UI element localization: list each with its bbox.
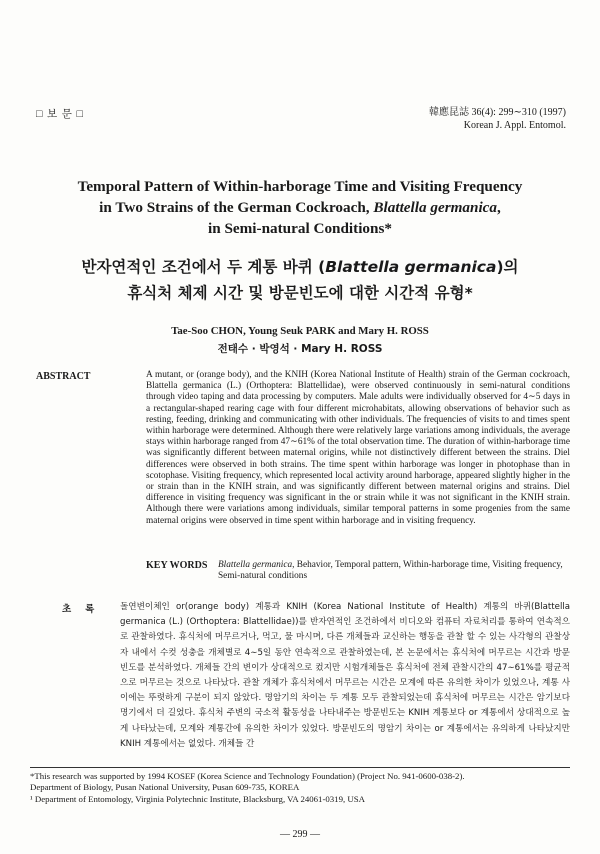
authors-korean: 전태수 · 박영석 · Mary H. ROSS (217, 343, 383, 355)
ktitle-line-1 (30, 254, 570, 280)
ktitle-line-1-text: 반자연적인 조건에서 두 계통 바퀴 ( (81, 258, 326, 276)
journal-citation-korean: 韓應昆誌 36(4): 299∼310 (1997) (429, 107, 566, 118)
ktitle-line-1-suffix: )의 (496, 258, 519, 276)
title-line-3: in Semi-natural Conditions* (208, 220, 392, 237)
title-line-2-suffix: , (497, 199, 501, 216)
keywords-list: , Behavior, Temporal pattern, Within-harborage time, Visiting frequency, Semi-natural conditions (218, 560, 563, 582)
title-line-1: Temporal Pattern of Within-harborage Time and Visiting Frequency (77, 178, 523, 195)
journal-citation-english: Korean J. Appl. Entomol. (463, 120, 566, 131)
journal-citation (429, 106, 566, 132)
title-line-2-text: in Two Strains of the German Cockroach, (99, 199, 374, 216)
korean-abstract-label: 초록 (62, 604, 109, 615)
section-label: □ 보 문 □ (36, 109, 84, 120)
korean-abstract-text: 돌연변이체인 or(orange body) 계통과 KNIH (Korea National Institute of Health) 계통의 바퀴(Blattella germanica (L.) (Orthoptera: Blattellidae))를 반자연적인 조건하에서 비디오와 컴퓨터 자료처리를 통하여 연속적으로 관찰하였다. 휴식처에 머무르거나, 먹고, 물 마시며, 다른 개체들과 교신하는 행동을 관찰 할 수 있는 사각형의 관찰상자 내에서 수컷 성충을 개체별로 4∼5일 동안 연속적으로 관찰하였는데, 본 논문에서는 휴식처에 머무르는 시간과 방문 빈도를 분석하였다. 개체들 간의 변이가 상대적으로 컸지만 시험개체들은 휴식처에 전체 관찰시간의 47∼61%를 평균적으로 머무르는 것으로 나타났다. 관찰 개체가 휴식처에서 머무르는 시간은 모계에 따른 유의한 차이가 있었으나, 계통 사이에는 뚜렷하게 구분이 되지 않았다. 명암기의 차이는 두 계통 모두 관찰되었는데 휴식처에 머무르는 시간은 암기보다 명기에서 더 길었다. 휴식처 주변의 국소적 활동성을 나타내주는 방문빈도는 KNIH 계통보다 or 계통에서 상대적으로 높게 나타났는데, 모계와 계통간에 유의한 차이가 있었다. 방문빈도의 명암기 차이는 or 계통에서는 유의하게 나타났지만 KNIH 계통에서는 없었다. 개체들 간 (120, 602, 570, 749)
authors-english: Tae-Soo CHON, Young Seuk PARK and Mary H. ROSS (171, 325, 429, 337)
footnote-affiliation-2: ¹ Department of Entomology, Virginia Polytechnic Institute, Blacksburg, VA 24061-0319, USA (30, 793, 365, 804)
title-line-2 (30, 197, 570, 218)
abstract-text: A mutant, or (orange body), and the KNIH (Korea National Institute of Health) strain of the German cockroach, Blattella germanica (L.) (Orthoptera: Blattellidae), were observed continuously in semi-natural conditions through video taping and data processing by computers. Male adults were individually observed for 4∼5 days in a rectangular-shaped rearing cage with four different microhabitats, allowing observations of behavior such as resting, feeding, drinking and communicating with other individuals. The frequencies of visits to and times spent within harborage were determined. Although there were relatively large variations among individuals, the average stays within harborage ranged from 47∼61% of the total observation time. The duration of within-harborage time was significantly different between maternal origins, while not distinctively different between the strains. Diel differences were observed in both strains. The time spent within harborage was longer in photophase than in scotophase. Visiting frequency, which represented local activity around harborage, appeared slightly higher in the or strain than in the KNIH strain, and was significantly different between maternal origins and strains. Diel difference in visiting frequency was significant in the or strain while it was not significant in the KNIH strain. Although there were variations among individuals, similar temporal patterns in some progenies from the same maternal origins were observed in time spent within harborage and in visiting frequency. (146, 370, 570, 526)
keyword-species: Blattella germanica (218, 560, 293, 570)
title-species-name: Blattella germanica (373, 199, 498, 216)
paper-title-english (30, 176, 570, 239)
keywords-text (218, 560, 570, 582)
ktitle-species-name: Blattella germanica (325, 258, 497, 276)
footnote-funding: *This research was supported by 1994 KOSEF (Korea Science and Technology Foundation) (Project No. 941-0600-038-2). (30, 771, 465, 781)
footnotes (30, 771, 570, 805)
ktitle-line-2: 휴식처 체제 시간 및 방문빈도에 대한 시간적 유형* (127, 284, 473, 302)
footnote-divider (30, 767, 570, 768)
keywords-label: KEY WORDS (146, 560, 208, 571)
abstract-label: ABSTRACT (36, 371, 91, 382)
paper-title-korean (30, 254, 570, 306)
page-number: — 299 — (280, 829, 320, 840)
footnote-affiliation-1: Department of Biology, Pusan National University, Pusan 609-735, KOREA (30, 782, 300, 793)
